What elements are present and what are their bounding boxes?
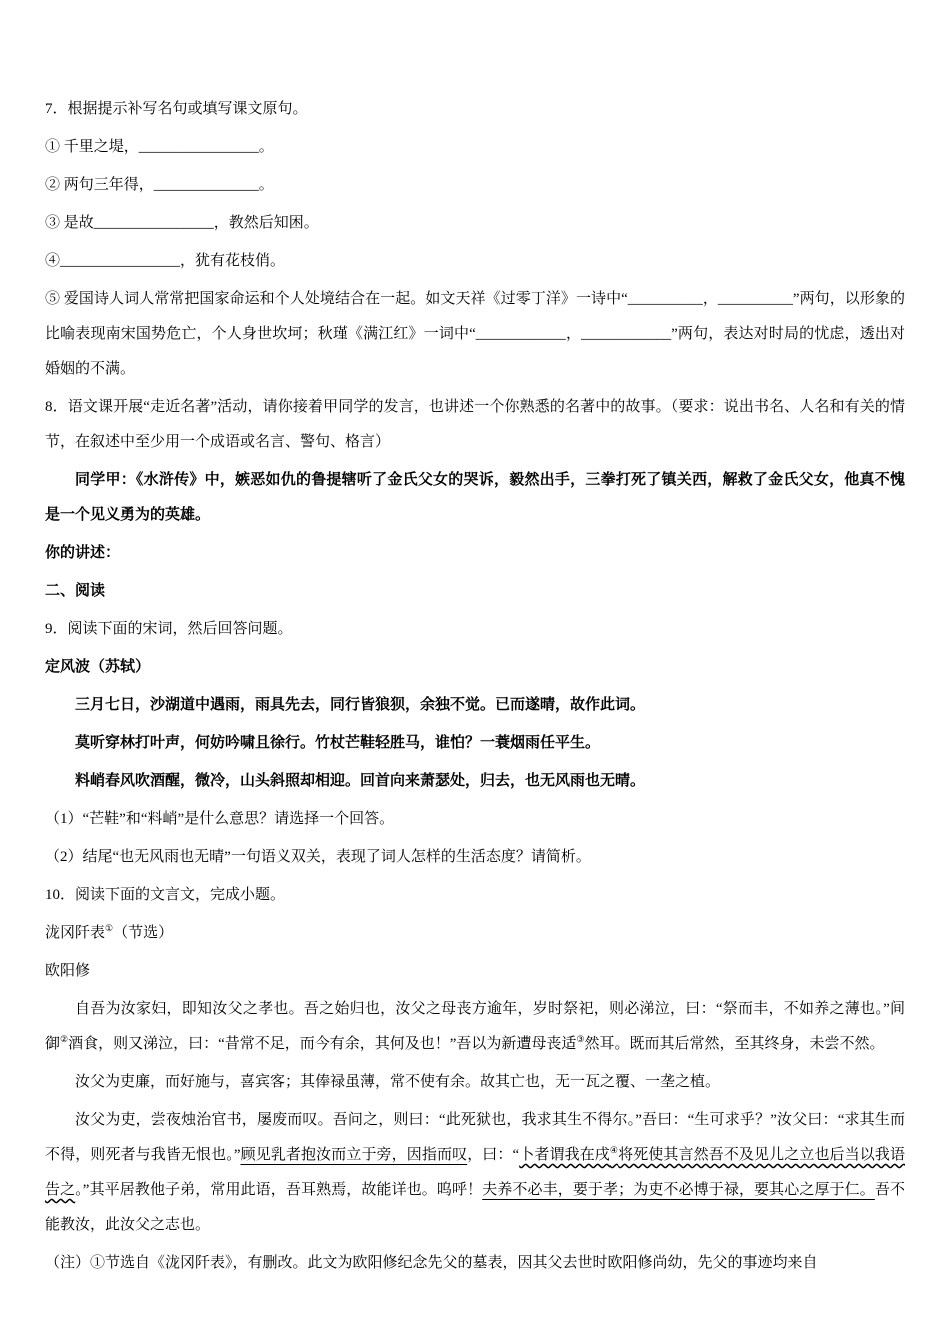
q8-example: 同学甲：《水浒传》中，嫉恶如仇的鲁提辖听了金氏父女的哭诉，毅然出手，三拳打死了镇关西，解救了金氏父女，他真不愧是一个见义勇为的英雄。 bbox=[45, 472, 905, 523]
poem-line-1: 莫听穿林打叶声，何妨吟啸且徐行。竹杖芒鞋轻胜马，谁怕？一蓑烟雨任平生。 bbox=[75, 735, 601, 751]
q9-title: 9．阅读下面的宋词，然后回答问题。 bbox=[45, 621, 293, 637]
passage-p3-text-a: 汝父为吏，尝夜烛治官书，屡废而叹。吾问之，则曰：“此死狱也，我求其生不得尔。”吾曰：“生可求乎？”汝父曰：“求其生而不得，则死者与我皆无恨也。” bbox=[45, 1112, 905, 1163]
passage-title-text: 泷冈阡表 bbox=[45, 925, 106, 941]
footnote-marker-4: ④ bbox=[609, 1145, 619, 1155]
wavy-part-2: 将死使其言然吾不及见儿之立也后当以我语告之 bbox=[45, 1147, 905, 1198]
underlined-sentence-2: 夫养不必丰，要于孝；为吏不必博于禄，要其心之厚于仁。 bbox=[482, 1182, 875, 1198]
passage-title bbox=[45, 916, 905, 951]
passage-p3-text-c: 。”其平居教他子弟，常用此语，吾耳熟焉，故能详也。呜呼！ bbox=[75, 1182, 483, 1198]
q8-title: 8．语文课开展“走近名著”活动，请你接着甲同学的发言，也讲述一个你熟悉的名著中的故事。（要求：说出书名、人名和有关的情节，在叙述中至少用一个成语或名言、警句、格言） bbox=[45, 399, 905, 450]
q7-item-4: ④________________，犹有花枝俏。 bbox=[45, 253, 286, 269]
passage-author: 欧阳修 bbox=[45, 963, 91, 979]
q7-item-1: ① 千里之堤，________________。 bbox=[45, 139, 274, 155]
footnote-marker-2: ② bbox=[60, 1034, 69, 1044]
q7-item-5: ⑤ 爱国诗人词人常常把国家命运和个人处境结合在一起。如文天祥《过零丁洋》一诗中“__________，__________”两句，以形象的比喻表现南宋国势危亡，个人身世坎坷；秋瑾《满江红》一词中“____________，____________”两句，表达对时局的忧虑，透出对婚姻的不满。 bbox=[45, 291, 905, 377]
footnote-marker-1: ① bbox=[105, 923, 114, 933]
poem-title: 定风波（苏轼） bbox=[45, 659, 151, 675]
q7-item-3: ③ 是故________________，教然后知困。 bbox=[45, 215, 319, 231]
passage-paragraph-2: 汝父为吏廉，而好施与，喜宾客；其俸禄虽薄，常不使有余。故其亡也，无一瓦之覆、一垄之植。 bbox=[75, 1074, 721, 1090]
passage-p3-text-b: ，曰：“ bbox=[467, 1147, 520, 1163]
q7-item-2: ② 两句三年得，______________。 bbox=[45, 177, 274, 193]
section-reading-header: 二、阅读 bbox=[45, 583, 106, 599]
poem-preface: 三月七日，沙湖道中遇雨，雨具先去，同行皆狼狈，余独不觉。已而遂晴，故作此词。 bbox=[75, 697, 646, 713]
q9-sub-question-1: （1）“芒鞋”和“料峭”是什么意思？请选择一个回答。 bbox=[45, 811, 395, 827]
poem-line-2: 料峭春风吹酒醒，微冷，山头斜照却相迎。回首向来萧瑟处，归去，也无风雨也无晴。 bbox=[75, 773, 646, 789]
passage-p1-text-a: 自吾为汝家妇，即知汝父之孝也。吾之始归也，汝父之母丧方逾年，岁时祭祀，则必涕泣，曰：“祭而丰，不如养之薄也。”间御 bbox=[45, 1001, 905, 1052]
passage-paragraph-1 bbox=[45, 992, 905, 1062]
q9-sub-question-2: （2）结尾“也无风雨也无晴”一句语义双关，表现了词人怎样的生活态度？请简析。 bbox=[45, 849, 591, 865]
passage-note: （注）①节选自《泷冈阡表》，有删改。此文为欧阳修纪念先父的墓表，因其父去世时欧阳修尚幼，先父的事迹均来自 bbox=[45, 1255, 818, 1271]
passage-p1-text-c: 然耳。既而其后常然，至其终身，未尝不然。 bbox=[584, 1036, 885, 1052]
footnote-marker-3: ③ bbox=[576, 1034, 585, 1044]
q10-title: 10．阅读下面的文言文，完成小题。 bbox=[45, 887, 286, 903]
passage-p3-text-d: 吾不能教汝，此汝父之志也。 bbox=[45, 1182, 905, 1233]
passage-paragraph-3 bbox=[45, 1103, 905, 1243]
passage-p1-text-b: 酒食，则又涕泣，曰：“昔常不足，而今有余，其何及也！”吾以为新遭母丧适 bbox=[68, 1036, 577, 1052]
q7-title: 7．根据提示补写名句或填写课文原句。 bbox=[45, 101, 308, 117]
underlined-sentence-1: 顾见乳者抱汝而立于旁，因指而叹 bbox=[240, 1147, 468, 1163]
passage-title-suffix: （节选） bbox=[113, 925, 174, 941]
wavy-part-1: 卜者谓我在戌 bbox=[519, 1147, 610, 1163]
q8-answer-prompt: 你的讲述： bbox=[45, 545, 121, 561]
